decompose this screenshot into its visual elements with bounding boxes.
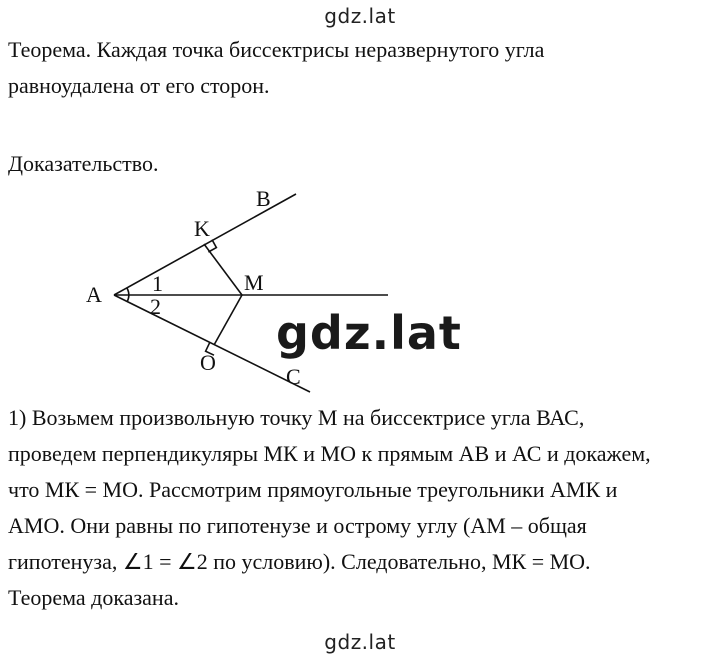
proof-line-4: АМО. Они равны по гипотенузе и острому углу (АМ – общая bbox=[8, 513, 587, 538]
theorem-line-2: равноудалена от его сторон. bbox=[8, 73, 270, 98]
proof-line-2: проведем перпендикуляры МК и МО к прямым АВ и АС и докажем, bbox=[8, 441, 651, 466]
proof-body bbox=[8, 400, 708, 616]
watermark-middle: gdz.lat bbox=[276, 306, 462, 360]
label-a: A bbox=[86, 282, 102, 307]
segment-mo bbox=[214, 295, 242, 345]
proof-line-3: что МК = МО. Рассмотрим прямоугольные треугольники АМК и bbox=[8, 477, 618, 502]
proof-line-1: 1) Возьмем произвольную точку М на биссектрисе угла ВАС, bbox=[8, 405, 585, 430]
label-o: O bbox=[200, 350, 216, 375]
theorem-statement bbox=[8, 32, 708, 104]
label-c: C bbox=[286, 364, 301, 389]
label-b: B bbox=[256, 186, 271, 211]
label-angle-2: 2 bbox=[150, 294, 161, 319]
theorem-line-1: Теорема. Каждая точка биссектрисы неразвернутого угла bbox=[8, 37, 545, 62]
label-angle-1: 1 bbox=[152, 271, 163, 296]
label-m: M bbox=[244, 270, 264, 295]
proof-line-5: гипотенуза, ∠1 = ∠2 по условию). Следовательно, МК = МО. bbox=[8, 549, 591, 574]
proof-heading: Доказательство. bbox=[8, 151, 159, 176]
label-k: K bbox=[194, 216, 210, 241]
geometry-figure bbox=[0, 180, 720, 400]
watermark-bottom: gdz.lat bbox=[324, 630, 396, 654]
watermark-top: gdz.lat bbox=[324, 4, 396, 28]
proof-line-6: Теорема доказана. bbox=[8, 585, 179, 610]
